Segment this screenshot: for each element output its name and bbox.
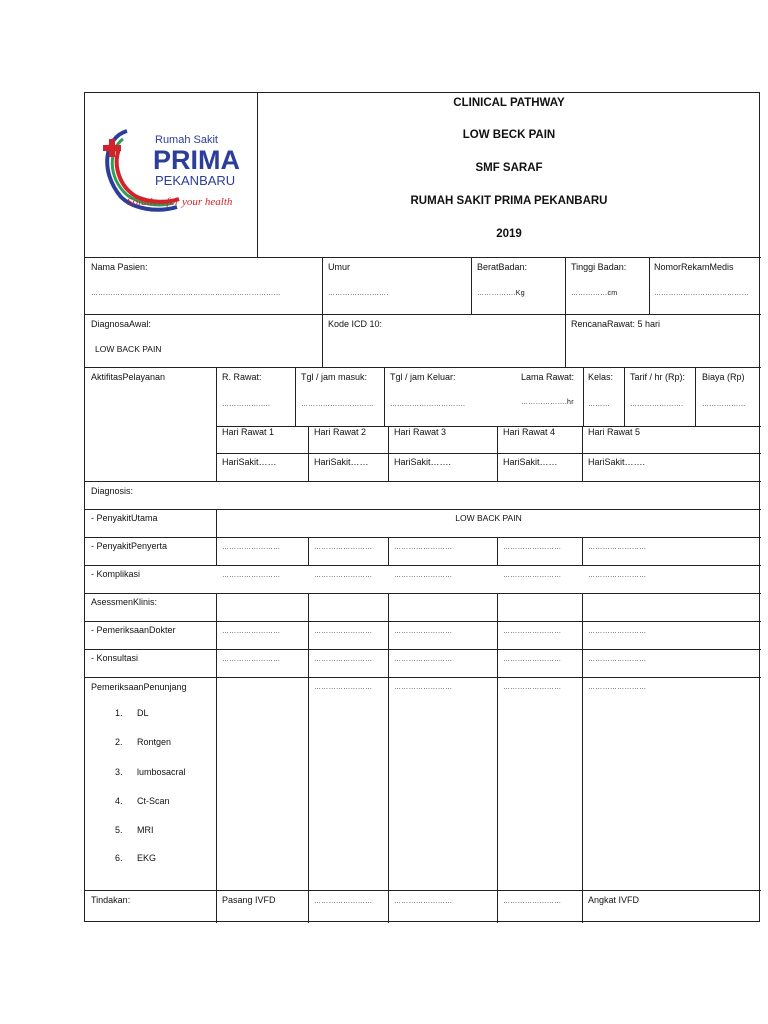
divider	[322, 314, 323, 367]
komplikasi-field-5[interactable]: ……………………	[588, 572, 647, 579]
tarif-field[interactable]: ………………….	[630, 401, 684, 408]
biaya-label: Biaya (Rp)	[702, 372, 745, 382]
year: 2019	[496, 228, 522, 240]
hari-rawat-3: Hari Rawat 3	[394, 427, 447, 437]
pemeriksaan-dokter-label: - PemeriksaanDokter	[91, 625, 176, 635]
lama-field[interactable]: ……………….hr	[521, 399, 574, 406]
penunjang-num: 3.	[115, 767, 123, 777]
penyakit-utama-label: - PenyakitUtama	[91, 513, 158, 523]
penunjang-item: DL	[137, 708, 149, 718]
divider	[388, 426, 389, 481]
penunjang-item: Rontgen	[137, 737, 172, 747]
penunjang-num: 2.	[115, 737, 123, 747]
hari-rawat-4: Hari Rawat 4	[503, 427, 556, 437]
divider	[85, 481, 761, 482]
svg-text:PRIMA: PRIMA	[153, 145, 240, 175]
aktifitas-label: AktifitasPelayanan	[91, 372, 166, 382]
divider	[565, 257, 566, 367]
pasang-ivfd: Pasang IVFD	[222, 895, 276, 905]
divider	[85, 314, 761, 315]
berat-label: BeratBadan:	[477, 262, 528, 272]
divider	[497, 593, 498, 923]
masuk-label: Tgl / jam masuk:	[301, 372, 368, 382]
biaya-field[interactable]: ………………	[702, 401, 746, 408]
divider	[582, 537, 583, 565]
kelas-field[interactable]: ………	[588, 401, 610, 408]
divider	[649, 257, 650, 314]
penunjang-item: MRI	[137, 825, 154, 835]
penyakit-penyerta-label: - PenyakitPenyerta	[91, 541, 168, 551]
divider	[85, 677, 761, 678]
penyerta-field-1[interactable]: ……………………	[222, 544, 281, 551]
konsultasi-field-2[interactable]: ……………………	[314, 656, 373, 663]
divider	[308, 537, 309, 565]
komplikasi-field-2[interactable]: ……………………	[314, 572, 373, 579]
konsultasi-field-3[interactable]: ……………………	[394, 656, 453, 663]
rencana-rawat-label: RencanaRawat: 5 hari	[571, 319, 661, 329]
pemeriksaan-penunjang-label: PemeriksaanPenunjang	[91, 682, 187, 692]
nama-field[interactable]: ……………………………………………………………………	[91, 290, 281, 297]
tindakan-field-2[interactable]: ……………………	[314, 898, 373, 905]
konsultasi-label: - Konsultasi	[91, 653, 139, 663]
penunjang-item: lumbosacral	[137, 767, 186, 777]
penunjang-num: 1.	[115, 708, 123, 718]
rekam-medis-field[interactable]: …………………………………	[654, 290, 749, 297]
divider	[85, 649, 761, 650]
divider	[85, 257, 761, 258]
umur-label: Umur	[328, 262, 350, 272]
divider	[216, 593, 217, 923]
divider	[85, 509, 761, 510]
divider	[85, 367, 761, 368]
komplikasi-field-4[interactable]: ……………………	[503, 572, 562, 579]
penunjang-field-4[interactable]: ……………………	[503, 684, 562, 691]
keluar-label: Tgl / jam Keluar:	[390, 372, 456, 382]
diagnosa-awal-value: LOW BACK PAIN	[95, 344, 162, 354]
tindakan-label: Tindakan:	[91, 895, 131, 905]
divider	[85, 890, 761, 891]
penunjang-field-2[interactable]: ……………………	[314, 684, 373, 691]
hari-rawat-5: Hari Rawat 5	[588, 427, 641, 437]
kode-icd-label: Kode ICD 10:	[328, 319, 383, 329]
divider	[497, 426, 498, 481]
divider	[216, 367, 217, 481]
divider	[624, 367, 625, 426]
penunjang-item: Ct-Scan	[137, 796, 170, 806]
nama-label: Nama Pasien:	[91, 262, 148, 272]
hari-sakit-5[interactable]: HariSakit…….	[588, 457, 646, 467]
kelas-label: Kelas:	[588, 372, 614, 382]
tindakan-field-3[interactable]: ……………………	[394, 898, 453, 905]
hospital-name: RUMAH SAKIT PRIMA PEKANBARU	[410, 195, 608, 207]
komplikasi-field-1[interactable]: ……………………	[222, 572, 281, 579]
penunjang-item: EKG	[137, 853, 157, 863]
umur-field[interactable]: …………………….	[328, 290, 389, 297]
penyerta-field-2[interactable]: ……………………	[314, 544, 373, 551]
berat-field[interactable]: …………….Kg	[477, 290, 525, 297]
divider	[384, 367, 385, 426]
divider	[308, 426, 309, 481]
angkat-ivfd: Angkat IVFD	[588, 895, 640, 905]
divider	[322, 257, 323, 314]
penyakit-utama-value: LOW BACK PAIN	[455, 513, 522, 523]
divider	[695, 367, 696, 426]
hari-rawat-1: Hari Rawat 1	[222, 427, 275, 437]
rawat-field[interactable]: ………………..	[222, 401, 271, 408]
divider	[497, 537, 498, 565]
hari-sakit-3[interactable]: HariSakit…….	[394, 457, 452, 467]
hari-sakit-2[interactable]: HariSakit……	[314, 457, 369, 467]
logo-emblem-icon	[97, 119, 247, 219]
divider	[471, 257, 472, 314]
form-subtitle: LOW BECK PAIN	[462, 129, 556, 141]
divider	[308, 593, 309, 923]
rekam-medis-label: NomorRekamMedis	[654, 262, 734, 272]
clinical-pathway-form	[84, 92, 760, 922]
diagnosa-awal-label: DiagnosaAwal:	[91, 319, 151, 329]
hari-sakit-4[interactable]: HariSakit……	[503, 457, 558, 467]
masuk-field[interactable]: …………………………	[301, 401, 374, 408]
divider	[85, 565, 761, 566]
rawat-label: R. Rawat:	[222, 372, 262, 382]
penyerta-field-4[interactable]: ……………………	[503, 544, 562, 551]
divider	[216, 453, 761, 454]
tinggi-field[interactable]: ……………cm	[571, 290, 618, 297]
svg-text:Rumah Sakit: Rumah Sakit	[155, 134, 218, 146]
konsultasi-field-4[interactable]: ……………………	[503, 656, 562, 663]
tinggi-label: Tinggi Badan:	[571, 262, 627, 272]
form-title: CLINICAL PATHWAY	[453, 97, 565, 109]
diagnosis-label: Diagnosis:	[91, 486, 134, 496]
komplikasi-label: - Komplikasi	[91, 569, 141, 579]
penyerta-field-3[interactable]: ……………………	[394, 544, 453, 551]
hari-sakit-1[interactable]: HariSakit……	[222, 457, 277, 467]
penunjang-field-5[interactable]: ……………………	[588, 684, 647, 691]
dokter-field-5[interactable]: ……………………	[588, 628, 647, 635]
divider	[85, 537, 761, 538]
hospital-logo	[97, 119, 247, 219]
hari-rawat-2: Hari Rawat 2	[314, 427, 367, 437]
tindakan-field-4[interactable]: ……………………	[503, 898, 562, 905]
konsultasi-field-5[interactable]: ……………………	[588, 656, 647, 663]
divider	[582, 593, 583, 923]
divider	[295, 367, 296, 426]
lama-label: Lama Rawat:	[521, 372, 575, 382]
penyerta-field-5[interactable]: ……………………	[588, 544, 647, 551]
svg-text:Solution for your health: Solution for your health	[127, 196, 233, 208]
dokter-field-2[interactable]: ……………………	[314, 628, 373, 635]
dokter-field-4[interactable]: ……………………	[503, 628, 562, 635]
svg-text:PEKANBARU: PEKANBARU	[155, 173, 236, 188]
divider	[583, 367, 584, 426]
penunjang-num: 5.	[115, 825, 123, 835]
divider	[85, 621, 761, 622]
penunjang-field-3[interactable]: ……………………	[394, 684, 453, 691]
divider	[388, 537, 389, 565]
dokter-field-3[interactable]: ……………………	[394, 628, 453, 635]
divider	[85, 593, 761, 594]
divider	[216, 426, 761, 427]
dokter-field-1[interactable]: ……………………	[222, 628, 281, 635]
tarif-label: Tarif / hr (Rp):	[630, 372, 686, 382]
divider	[582, 426, 583, 481]
divider	[388, 593, 389, 923]
department: SMF SARAF	[475, 162, 543, 174]
asesmen-label: AsessmenKlinis:	[91, 597, 158, 607]
konsultasi-field-1[interactable]: ……………………	[222, 656, 281, 663]
penunjang-num: 6.	[115, 853, 123, 863]
penunjang-num: 4.	[115, 796, 123, 806]
komplikasi-field-3[interactable]: ……………………	[394, 572, 453, 579]
keluar-field[interactable]: ………………………….	[390, 401, 466, 408]
